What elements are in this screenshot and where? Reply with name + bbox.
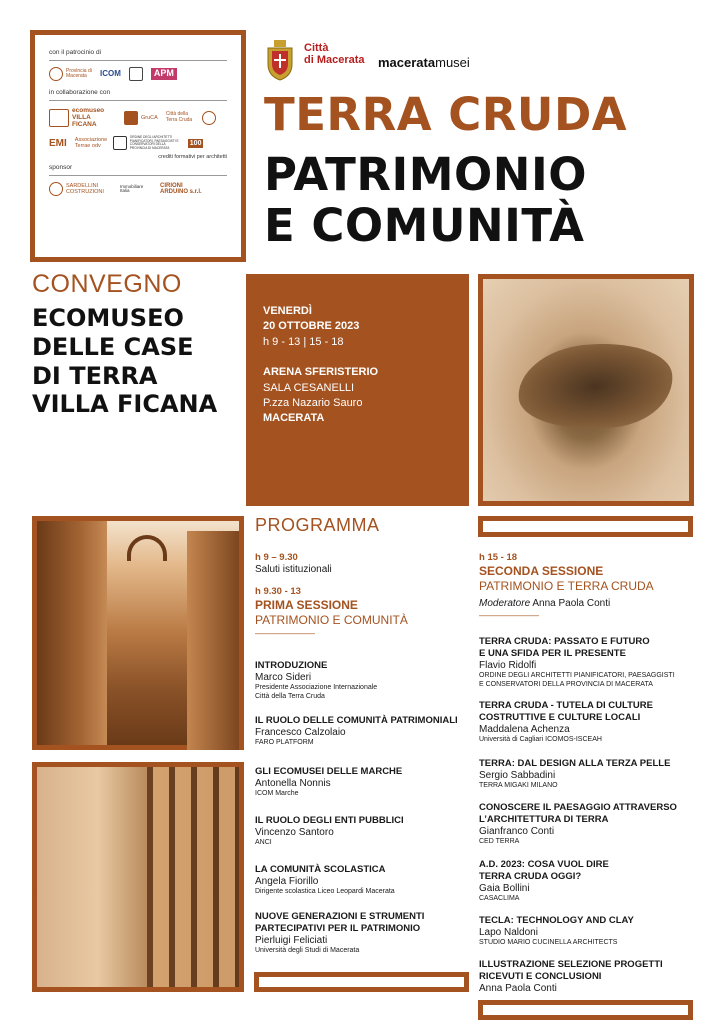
- citta-terra-cruda-logo: Città della Terra Cruda: [165, 111, 193, 123]
- speaker-affiliation: ANCI: [255, 839, 272, 847]
- speaker-affiliation: E CONSERVATORI DELLA PROVINCIA DI MACERATA: [479, 681, 653, 688]
- program-item: [255, 864, 395, 897]
- event-address: P.zza Nazario Sauro: [263, 396, 363, 409]
- talk-title: RICEVUTI E CONCLUSIONI: [479, 970, 602, 982]
- patrocinio-logos: [49, 67, 227, 81]
- talk-title: E UNA SFIDA PER IL PRESENTE: [479, 647, 626, 659]
- a-letter-icon: [113, 136, 127, 150]
- centenary-logo: 100: [189, 139, 202, 147]
- decorative-frame: [254, 972, 469, 992]
- terrae-logo: Associazione Terrae odv: [74, 137, 108, 150]
- session-divider: ———————: [255, 628, 315, 639]
- talk-title: COSTRUTTIVE E CULTURE LOCALI: [479, 711, 641, 723]
- convegno-line2: DELLE CASE: [32, 332, 194, 361]
- speaker-name: Flavio Ridolfi: [479, 659, 537, 671]
- talk-title: ILLUSTRAZIONE SELEZIONE PROGETTI: [479, 959, 663, 970]
- provincia-logo: Provincia di Macerata: [49, 67, 92, 81]
- patrocinio-label: con il patrocinio di: [49, 49, 102, 56]
- immobiliare-logo: Immobiliare Italia: [120, 183, 144, 194]
- cirioni-logo: CIRIONI ARDUINO s.r.l.: [160, 182, 202, 196]
- title-line2: PATRIMONIO: [264, 148, 587, 201]
- speaker-name: Maddalena Achenza: [479, 723, 570, 735]
- talk-title: TERRA CRUDA - TUTELA DI CULTURE: [479, 700, 653, 711]
- apm-logo: APM: [151, 68, 177, 80]
- collab-logos-row1: [49, 107, 227, 128]
- session-title: SECONDA SESSIONE: [479, 563, 604, 578]
- medal-logo: [202, 111, 216, 125]
- speaker-name: Francesco Calzolaio: [255, 726, 346, 738]
- crediti-text: crediti formativi per architetti: [158, 154, 227, 161]
- convegno-title: [32, 304, 217, 419]
- talk-title: LA COMUNITÀ SCOLASTICA: [255, 864, 386, 875]
- talk-title: TECLA: TECHNOLOGY AND CLAY: [479, 915, 634, 926]
- speaker-affiliation: ORDINE DEGLI ARCHITETTI PIANIFICATORI, PAESAGGISTI: [479, 672, 675, 680]
- speaker-name: Vincenzo Santoro: [255, 826, 334, 838]
- event-hours: h 9 - 13 | 15 - 18: [263, 335, 344, 348]
- swirl-icon: [49, 182, 63, 196]
- event-date: 20 OTTOBRE 2023: [263, 320, 360, 333]
- speaker-name: Antonella Nonnis: [255, 777, 331, 789]
- ordine-architetti-logo: ORDINE DEGLI ARCHITETTI PIANIFICATORI, PAESAGGISTI E CONSERVATORI DELLA PROVINCIA DI MACERATA: [113, 136, 180, 150]
- decorative-frame: [478, 1000, 693, 1020]
- city-line1: Città: [304, 42, 329, 54]
- session-divider: ———————: [479, 610, 539, 621]
- welcome-text: Saluti istituzionali: [255, 563, 332, 575]
- convegno-line4: VILLA FICANA: [32, 390, 218, 419]
- program-item: [255, 815, 404, 848]
- program-item: [479, 700, 653, 745]
- session-title: PRIMA SESSIONE: [255, 598, 358, 613]
- time-slot: h 9 – 9.30: [255, 552, 298, 563]
- moderator-name: Anna Paola Conti: [532, 597, 611, 609]
- talk-title: PARTECIPATIVI PER IL PATRIMONIO: [255, 922, 421, 934]
- sponsor-logos: [49, 182, 227, 196]
- macerata-crest-icon: [262, 38, 298, 82]
- talk-title: TERRA CRUDA OGGI?: [479, 870, 582, 882]
- program-item: [479, 802, 677, 847]
- ecomuseo-logo: ecomuseo VILLA FICANA: [49, 107, 116, 128]
- program-left-column: [255, 552, 470, 955]
- citta-di-macerata-logo: [304, 42, 365, 66]
- speaker-affiliation: ICOM Marche: [255, 790, 299, 798]
- earthen-wall-photo: [32, 762, 244, 992]
- divider: [49, 100, 227, 101]
- programma-title: PROGRAMMA: [255, 515, 380, 535]
- earth-wall-photo: [478, 274, 694, 506]
- medal-icon: [202, 111, 216, 125]
- talk-title: L’ARCHITETTURA DI TERRA: [479, 813, 609, 825]
- talk-title: A.D. 2023: COSA VUOL DIRE: [479, 859, 609, 870]
- program-item: [479, 915, 634, 948]
- speaker-affiliation: CASACLIMA: [479, 895, 520, 903]
- talk-title: INTRODUZIONE: [255, 660, 328, 671]
- divider: [49, 175, 227, 176]
- sponsor-label: sponsor: [49, 164, 73, 172]
- speaker-affiliation: Presidente Associazione Internazionale: [255, 684, 378, 692]
- speaker-name: Gianfranco Conti: [479, 825, 555, 837]
- speaker-affiliation: Città della Terra Cruda: [255, 693, 325, 701]
- program-item: [255, 911, 424, 956]
- talk-title: NUOVE GENERAZIONI E STRUMENTI: [255, 911, 425, 922]
- speaker-name: Marco Sideri: [255, 671, 312, 683]
- event-day: VENERDÌ: [263, 305, 312, 317]
- moderator-label: Moderatore: [479, 597, 531, 609]
- sardellini-logo: SARDELLINI COSTRUZIONI: [49, 182, 112, 196]
- program-item: [255, 715, 458, 748]
- collaborazione-label: in collaborazione con: [49, 89, 111, 96]
- event-venue: ARENA SFERISTERIO: [263, 366, 379, 379]
- street-photo: [32, 516, 244, 750]
- emi-logo: EMI: [49, 137, 67, 149]
- gruca-mark-icon: [124, 111, 138, 125]
- speaker-name: Angela Fiorillo: [255, 875, 319, 887]
- shield-icon: [49, 67, 63, 81]
- speaker-affiliation: Università di Cagliari ICOMOS-ISCEAH: [479, 736, 602, 744]
- program-right-column: [479, 552, 709, 994]
- speaker-name: Anna Paola Conti: [479, 982, 557, 994]
- event-room: SALA CESANELLI: [263, 381, 355, 394]
- speaker-name: Lapo Naldoni: [479, 926, 538, 938]
- moderator-line: [479, 598, 709, 611]
- program-item: [255, 766, 402, 799]
- speaker-name: Pierluigi Feliciati: [255, 934, 328, 946]
- square-icon: [129, 67, 143, 81]
- collab-logos-row2: [49, 136, 227, 150]
- city-line2: di Macerata: [304, 54, 365, 67]
- icom-logo: ICOM: [100, 68, 121, 78]
- program-item: [479, 959, 663, 995]
- convegno-line1: ECOMUSEO: [32, 304, 184, 332]
- talk-title: IL RUOLO DEGLI ENTI PUBBLICI: [255, 815, 404, 826]
- talk-title: GLI ECOMUSEI DELLE MARCHE: [255, 766, 403, 777]
- speaker-affiliation: Dirigente scolastica Liceo Leopardi Macerata: [255, 888, 395, 896]
- talk-title: IL RUOLO DELLE COMUNITÀ PATRIMONIALI: [255, 715, 458, 726]
- talk-title: TERRA: DAL DESIGN ALLA TERZA PELLE: [479, 758, 671, 769]
- time-slot: h 15 - 18: [479, 552, 518, 563]
- speaker-name: Sergio Sabbadini: [479, 769, 556, 781]
- house-icon: [49, 109, 69, 127]
- program-item: [479, 636, 675, 690]
- talk-title: TERRA CRUDA: PASSATO E FUTURO: [479, 636, 650, 647]
- speaker-affiliation: FARO PLATFORM: [255, 739, 314, 747]
- title-line3: E COMUNITÀ: [264, 198, 585, 252]
- program-item: [479, 859, 609, 904]
- partner-logo: [129, 67, 143, 81]
- speaker-name: Gaia Bollini: [479, 882, 530, 894]
- speaker-affiliation: CED TERRA: [479, 838, 520, 846]
- speaker-affiliation: STUDIO MARIO CUCINELLA ARCHITECTS: [479, 939, 618, 947]
- divider: [49, 60, 227, 61]
- title-patrimonio: [264, 150, 587, 252]
- session-subtitle: PATRIMONIO E TERRA CRUDA: [479, 578, 654, 593]
- time-slot: h 9.30 - 13: [255, 586, 301, 598]
- event-city: MACERATA: [263, 412, 325, 425]
- musei-bold: macerata: [378, 55, 436, 70]
- macerata-musei-logo: [378, 55, 470, 70]
- title-terra-cruda: TERRA CRUDA: [264, 88, 628, 141]
- musei-rest: musei: [435, 55, 470, 70]
- sponsor-box: [30, 30, 246, 262]
- program-item: [479, 758, 670, 791]
- decorative-frame: [478, 516, 693, 537]
- session-subtitle: PATRIMONIO E COMUNITÀ: [255, 613, 408, 628]
- gruca-logo: GruCA: [124, 111, 158, 125]
- convegno-label: CONVEGNO: [32, 270, 182, 298]
- event-info-box: [246, 274, 469, 506]
- convegno-line3: DI TERRA: [32, 361, 158, 390]
- speaker-affiliation: Università degli Studi di Macerata: [255, 947, 360, 955]
- program-item: [255, 660, 377, 702]
- speaker-affiliation: TERRA MIGAKI MILANO: [479, 782, 558, 790]
- talk-title: CONOSCERE IL PAESAGGIO ATTRAVERSO: [479, 802, 677, 813]
